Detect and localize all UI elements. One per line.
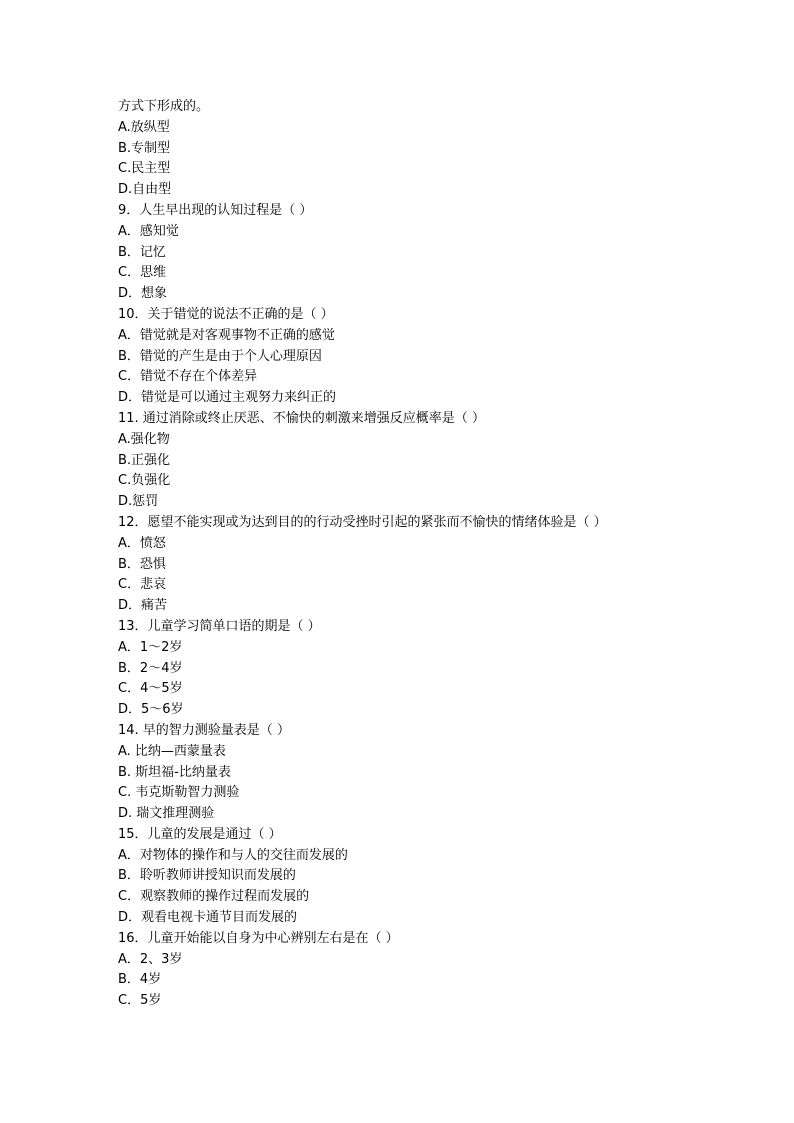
q14-option-d: D. 瑞文推理测验 <box>118 806 215 822</box>
q14-option-a: A. 比纳—西蒙量表 <box>118 743 226 759</box>
q9-option-c: C．思维 <box>118 265 167 281</box>
q11-option-a: A.强化物 <box>118 431 170 447</box>
q15-option-c: C．观察教师的操作过程而发展的 <box>118 889 310 905</box>
q16-option-c: C．5岁 <box>118 993 162 1009</box>
q15-option-d: D．观看电视卡通节目而发展的 <box>118 910 298 926</box>
question-14-stem: 14. 早的智力测验量表是（ ） <box>118 722 290 738</box>
q9-option-a: A．感知觉 <box>118 223 179 239</box>
question-15-stem: 15．儿童的发展是通过（ ） <box>118 826 282 842</box>
q9-option-d: D．想象 <box>118 286 168 302</box>
question-8-continuation: 方式下形成的。 <box>118 99 210 114</box>
q8-option-c: C.民主型 <box>118 161 171 177</box>
q12-option-c: C．悲哀 <box>118 577 167 593</box>
q8-option-b: B.专制型 <box>118 140 171 156</box>
q10-option-d: D．错觉是可以通过主观努力来纠正的 <box>118 390 337 406</box>
q11-option-c: C.负强化 <box>118 473 171 489</box>
q14-option-b: B. 斯坦福-比纳量表 <box>118 764 231 780</box>
q10-option-c: C．错觉不存在个体差异 <box>118 369 258 385</box>
q12-option-d: D．痛苦 <box>118 598 168 614</box>
q8-option-d: D.自由型 <box>118 182 172 198</box>
q11-option-d: D.惩罚 <box>118 494 159 510</box>
q13-option-d: D．5～6岁 <box>118 702 184 718</box>
q16-option-a: A．2、3岁 <box>118 951 183 967</box>
q13-option-b: B．2～4岁 <box>118 660 183 676</box>
q15-option-a: A．对物体的操作和与人的交往而发展的 <box>118 847 348 863</box>
q11-option-b: B.正强化 <box>118 452 171 468</box>
q10-option-a: A．错觉就是对客观事物不正确的感觉 <box>118 327 335 343</box>
q10-option-b: B．错觉的产生是由于个人心理原因 <box>118 348 322 364</box>
question-9-stem: 9．人生早出现的认知过程是（ ） <box>118 202 313 218</box>
question-12-stem: 12．愿望不能实现或为达到目的的行动受挫时引起的紧张而不愉快的情绪体验是（ ） <box>118 514 607 530</box>
question-10-stem: 10．关于错觉的说法不正确的是（ ） <box>118 306 334 322</box>
q12-option-b: B．恐惧 <box>118 556 166 572</box>
question-16-stem: 16．儿童开始能以自身为中心辨别左右是在（ ） <box>118 930 399 946</box>
q15-option-b: B．聆听教师讲授知识而发展的 <box>118 868 296 884</box>
question-11-stem: 11. 通过消除或终止厌恶、不愉快的刺激来增强反应概率是（ ） <box>118 410 485 426</box>
q14-option-c: C. 韦克斯勒智力测验 <box>118 785 240 801</box>
q9-option-b: B．记忆 <box>118 244 166 260</box>
document-body <box>118 97 738 1012</box>
q13-option-c: C．4～5岁 <box>118 681 183 697</box>
q16-option-b: B．4岁 <box>118 972 162 988</box>
question-13-stem: 13．儿童学习简单口语的期是（ ） <box>118 618 321 634</box>
q13-option-a: A．1～2岁 <box>118 639 183 655</box>
q12-option-a: A．愤怒 <box>118 535 166 551</box>
q8-option-a: A.放纵型 <box>118 119 170 135</box>
